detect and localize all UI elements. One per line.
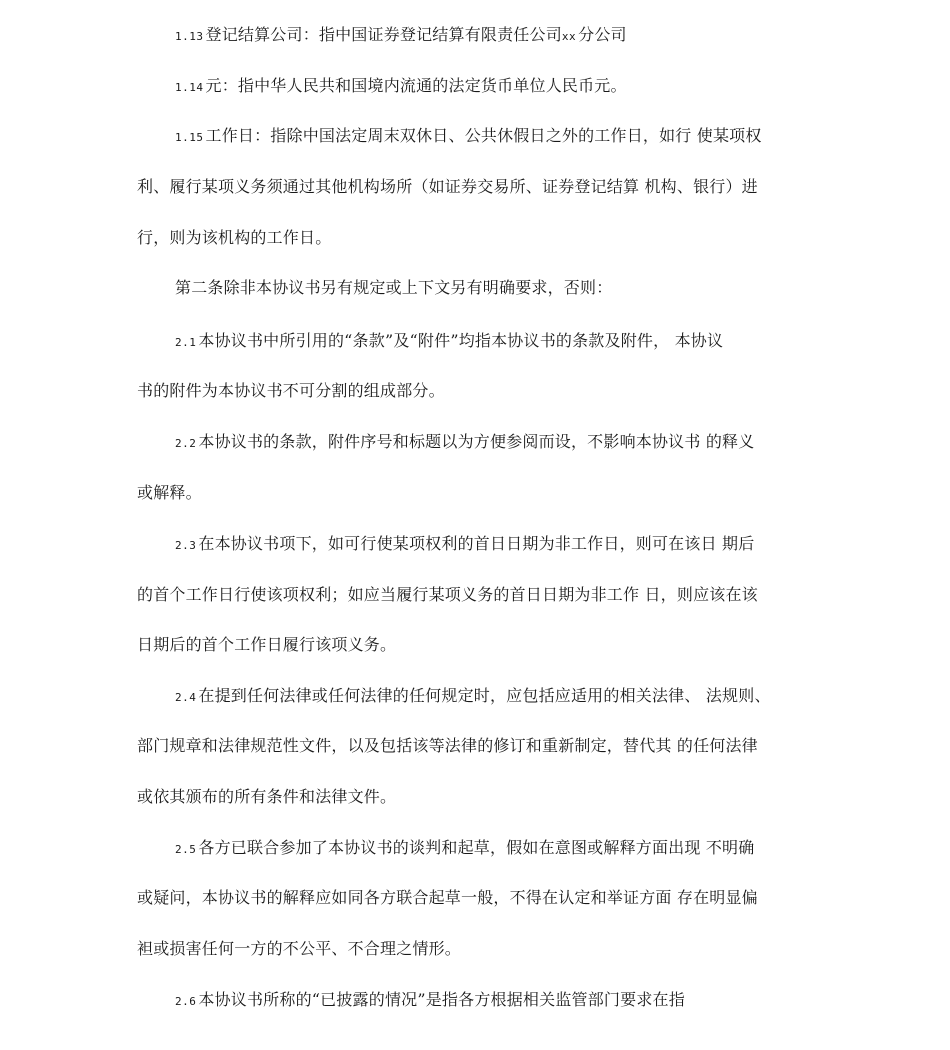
- clause-text: 本协议书的条款，附件序号和标题以为方便参阅而设，不影响本协议书 的释义: [198, 432, 755, 451]
- clause-number: 2.2: [175, 437, 197, 450]
- clause-text: 在本协议书项下，如可行使某项权利的首日日期为非工作日，则可在该日 期后: [198, 534, 755, 553]
- paragraph-2-4-line-3: 或依其颁布的所有条件和法律文件。: [137, 787, 397, 806]
- paragraph-2-5-line-1: [175, 837, 865, 861]
- clause-number: 2.6: [175, 995, 197, 1008]
- paragraph-1-13-line-1: [175, 24, 865, 48]
- clause-number: 2.3: [175, 539, 197, 552]
- paragraph-2-3-line-3: 日期后的首个工作日履行该项义务。: [137, 635, 397, 654]
- article-2-heading: 第二条除非本协议书另有规定或上下文另有明确要求，否则：: [175, 278, 613, 297]
- clause-text: 工作日：指除中国法定周末双休日、公共休假日之外的工作日，如行 使某项权: [205, 126, 762, 145]
- clause-number: 2.1: [175, 336, 197, 349]
- clause-number: 1.15: [175, 131, 204, 144]
- paragraph-2-4-line-1: [175, 685, 865, 709]
- clause-number: 2.4: [175, 691, 197, 704]
- clause-number: 1.14: [175, 81, 204, 94]
- paragraph-2-6-line-1: [175, 989, 865, 1013]
- clause-text: 本协议书所称的“已披露的情况”是指各方根据相关监管部门要求在指: [198, 990, 685, 1009]
- paragraph-1-15-line-1: [175, 125, 865, 149]
- clause-text: 登记结算公司：指中国证券登记结算有限责任公司: [205, 25, 562, 44]
- clause-number: 2.5: [175, 843, 197, 856]
- clause-text: 本协议书中所引用的“条款”及“附件”均指本协议书的条款及附件， 本协议: [198, 331, 724, 350]
- paragraph-2-3-line-2: 的首个工作日行使该项权利；如应当履行某项义务的首日日期为非工作 日，则应该在该: [137, 585, 758, 604]
- paragraph-2-5-line-3: 袒或损害任何一方的不公平、不合理之情形。: [137, 939, 462, 958]
- paragraph-1-15-line-3: 行，则为该机构的工作日。: [137, 228, 332, 247]
- paragraph-2-1-line-2: 书的附件为本协议书不可分割的组成部分。: [137, 381, 445, 400]
- paragraph-2-3-line-1: [175, 533, 865, 557]
- paragraph-2-2-line-1: [175, 431, 865, 455]
- clause-placeholder: xx: [561, 30, 577, 43]
- paragraph-1-14-line-1: [175, 75, 865, 99]
- paragraph-2-5-line-2: 或疑问，本协议书的解释应如同各方联合起草一般，不得在认定和举证方面 存在明显偏: [137, 888, 758, 907]
- paragraph-2-1-line-1: [175, 330, 865, 354]
- clause-text: 各方已联合参加了本协议书的谈判和起草，假如在意图或解释方面出现 不明确: [198, 838, 755, 857]
- clause-text: 在提到任何法律或任何法律的任何规定时，应包括应适用的相关法律、 法规则、: [198, 686, 771, 705]
- paragraph-2-4-line-2: 部门规章和法律规范性文件，以及包括该等法律的修订和重新制定，替代其 的任何法律: [137, 736, 758, 755]
- paragraph-1-15-line-2: 利、履行某项义务须通过其他机构场所（如证券交易所、证券登记结算 机构、银行）进: [137, 177, 758, 196]
- paragraph-2-2-line-2: 或解释。: [137, 483, 202, 502]
- clause-text: 分公司: [578, 25, 627, 44]
- clause-number: 1.13: [175, 30, 204, 43]
- clause-text: 元：指中华人民共和国境内流通的法定货币单位人民币元。: [205, 76, 627, 95]
